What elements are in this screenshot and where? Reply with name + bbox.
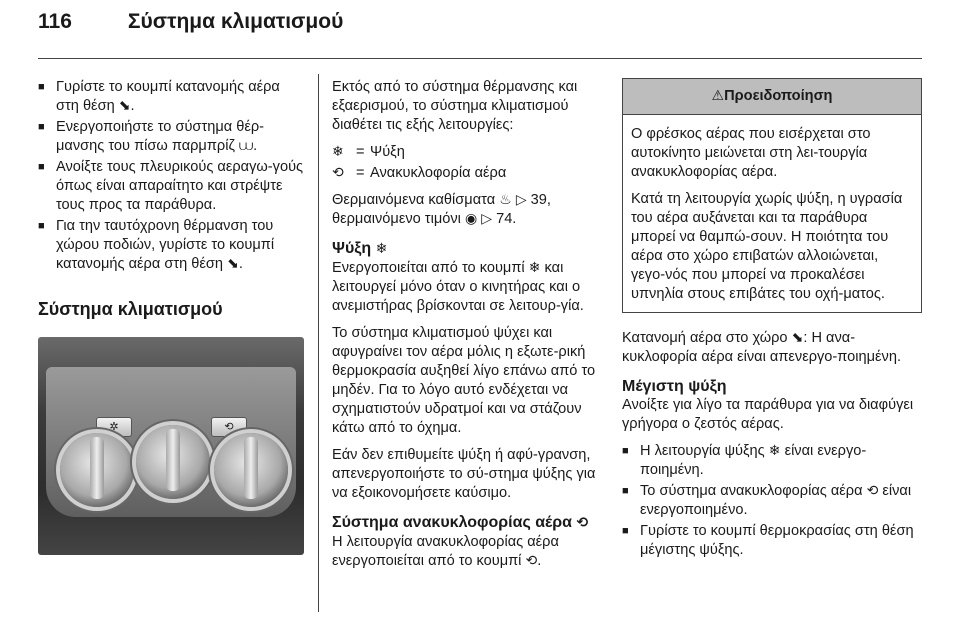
list-item: ■ Η λειτουργία ψύξης ❄ είναι ενεργο-ποιημένη. <box>622 442 922 480</box>
list-item: ■ Ενεργοποιήστε το σύστημα θέρ-μανσης του πίσω παρμπρίζ ⩊. <box>38 118 306 156</box>
control-panel <box>46 367 296 517</box>
max-cooling-intro: Ανοίξτε για λίγο τα παράθυρα για να διαφύγει γρήγορα ο ζεστός αέρας. <box>622 397 914 432</box>
column-middle <box>332 78 614 579</box>
instruction-list <box>38 78 306 274</box>
recirculation-icon: ⟲ <box>866 483 879 499</box>
heated-wheel-icon: ◉ <box>464 211 478 227</box>
recirculation-heading: Σύστημα ανακυκλοφορίας αέρα ⟲ <box>332 514 589 531</box>
recirculation-icon: ⟲ <box>576 515 589 531</box>
column-divider <box>318 74 319 612</box>
recirculation-icon: ⟲ <box>525 553 538 569</box>
intro-paragraph: Εκτός από το σύστημα θέρμανσης και εξαερισμού, το σύστημα κλιματισμού διαθέτει τις εξής λειτουργίες: <box>332 79 578 133</box>
footwell-paragraph: Κατανομή αέρα στο χώρο ⬊: Η ανα-κυκλοφορία αέρα είναι απενεργο-ποιημένη. <box>622 330 902 365</box>
list-item: ■ Γυρίστε το κουμπί θερμοκρασίας στη θέση μέγιστης ψύξης. <box>622 522 922 560</box>
section-heading: Σύστημα κλιματισμού <box>38 299 223 319</box>
recirculation-paragraph: Η λειτουργία ανακυκλοφορίας αέρα ενεργοποιείται από το κουμπί ⟲. <box>332 534 559 569</box>
list-item: ■ Το σύστημα ανακυκλοφορίας αέρα ⟲ είναι ενεργοποιημένο. <box>622 482 922 520</box>
distribution-knob <box>214 433 288 507</box>
legend-label: Ψύξη <box>370 144 405 160</box>
warning-icon: ⚠ <box>711 88 725 104</box>
reference-arrow-icon: ▷ <box>515 192 527 208</box>
column-left <box>38 78 306 555</box>
fan-knob <box>60 433 134 507</box>
cooling-paragraph: Ενεργοποιείται από το κουμπί ❄ και λειτουργεί μόνο όταν ο κινητήρας και ο ανεμιστήρας βρίσκονται σε λειτουρ-γία. <box>332 260 584 314</box>
header-rule <box>38 58 922 59</box>
legend-label: Ανακυκλοφορία αέρα <box>370 165 507 181</box>
warning-header: ⚠Προειδοποίηση <box>623 79 921 115</box>
temperature-knob <box>136 425 210 499</box>
reference-arrow-icon: ▷ <box>481 211 493 227</box>
heated-seat-icon: ♨ <box>499 192 512 208</box>
page-reference-link[interactable]: 39, <box>530 192 551 208</box>
page-number: 116 <box>38 10 72 33</box>
heated-paragraph: Θερμαινόμενα καθίσματα ♨ ▷ 39, θερμαινόμενο τιμόνι ◉ ▷ 74. <box>332 192 551 227</box>
recirculation-icon: ⟲ <box>332 165 344 181</box>
ac-icon: ❄ <box>768 443 781 459</box>
photo-button-left: ✲ <box>96 417 132 437</box>
climate-panel-photo <box>38 337 304 555</box>
page-header <box>38 10 343 50</box>
cooling-heading: Ψύξη ❄ <box>332 240 388 257</box>
max-cooling-list <box>622 442 922 560</box>
list-item: ■ Γυρίστε το κουμπί κατανομής αέρα στη θέση ⬊. <box>38 78 306 116</box>
footwell-icon: ⬊ <box>118 98 131 114</box>
warning-body: Ο φρέσκος αέρας που εισέρχεται στο αυτοκίνητο μειώνεται στη λει-τουργία ανακυκλοφορίας αέρα. Κατά τη λειτουργία χωρίς ψύξη, η υγρασία του αέρα αυξάνεται και τα παράθυρα μπορεί να θαμπώ-σουν. Η ποιότητα του αέρα στο χώρο επιβατών αλλοιώνεται, γεγο-νός που μπορεί να προκαλέσει υπνηλία στους επιβάτες του οχή-ματος. <box>631 126 903 302</box>
ac-icon: ❄ <box>528 260 541 276</box>
photo-button-right: ⟲ <box>211 417 247 437</box>
ac-icon: ❄ <box>375 241 388 257</box>
max-cooling-heading: Μέγιστη ψύξη <box>622 378 727 395</box>
list-item: ■ Για την ταυτόχρονη θέρμανση του χώρου ποδιών, γυρίστε το κουμπί κατανομής αέρα στη θέση ⬊. <box>38 217 306 274</box>
page-title: Σύστημα κλιματισμού <box>127 10 344 33</box>
footwell-icon: ⬊ <box>791 330 804 346</box>
page-reference-link[interactable]: 74. <box>496 211 517 227</box>
cooling-paragraph-2: Το σύστημα κλιματισμού ψύχει και αφυγραίνει τον αέρα μόλις η εξωτε-ρική θερμοκρασία αυξηθεί λίγο επάνω από το μηδέν. Για το λόγο αυτό ενδέχεται να σχηματιστούν υδρατμοί και να στάζουν κάτω από το όχημα. <box>332 325 596 436</box>
rear-window-heater-icon: ⩊ <box>238 138 254 154</box>
list-item: ■ Ανοίξτε τους πλευρικούς αεραγω-γούς όπως είναι απαραίτητο και στρέψτε τους προς τα παράθυρα. <box>38 158 306 215</box>
footwell-windshield-icon: ⬊ <box>227 256 239 272</box>
warning-box <box>622 78 922 313</box>
cooling-paragraph-3: Εάν δεν επιθυμείτε ψύξη ή αφύ-γρανση, απενεργοποιήστε το σύ-στημα ψύξης για να εξοικονομήσετε καύσιμο. <box>332 447 596 501</box>
function-legend: ❄ = Ψύξη ⟲ = Ανακυκλοφορία αέρα <box>332 143 614 183</box>
ac-icon: ❄ <box>332 144 344 160</box>
column-right <box>622 78 922 562</box>
